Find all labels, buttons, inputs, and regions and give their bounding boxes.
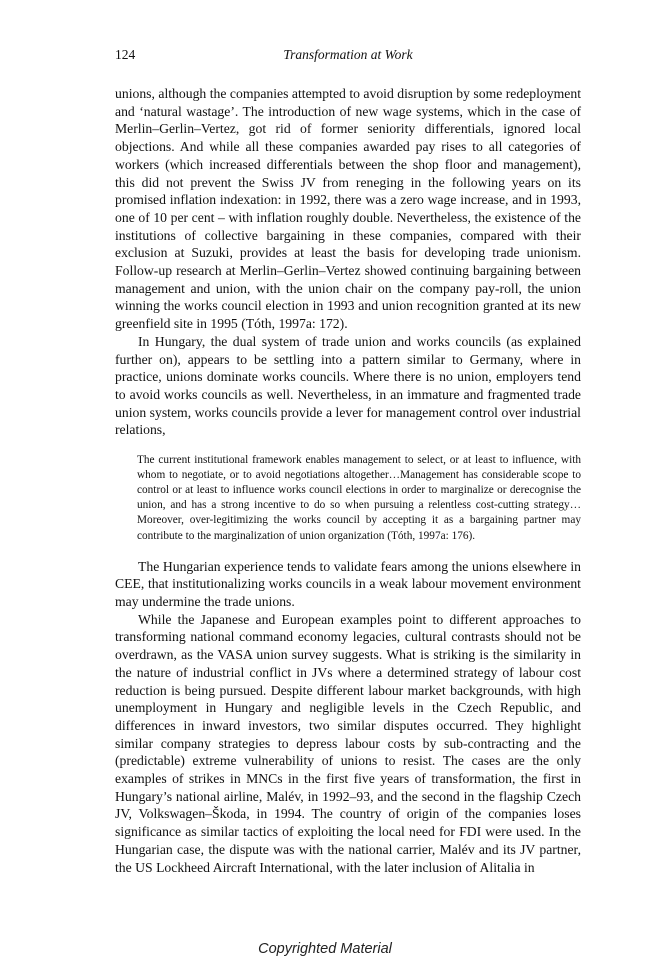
page-number: 124 <box>115 47 136 62</box>
running-title: Transformation at Work <box>283 47 413 62</box>
paragraph-hungarian-experience: The Hungarian experience tends to validate fears among the unions elsewhere in CEE, that institutionalizing works councils in a weak labour movement environment may undermine the trade unions. <box>115 558 581 610</box>
paragraph-continued: unions, although the companies attempted to avoid disruption by some redeployment and ‘natural wastage’. The introduction of new wage systems, which in the case of Merlin–Gerlin–Vertez, got rid of former seniority differentials, ignored local objections. And while all these companies awarded pay rises to all categories of workers (which increased differentials between the shop floor and management), this did not prevent the Swiss JV from reneging in the following years on its promised inflation indexation: in 1992, there was a zero wage increase, and in 1993, one of 10 per cent – with inflation roughly double. Nevertheless, the existence of the institutions of collective bargaining in these companies, compared with their exclusion at Suzuki, provides at least the basis for developing trade unionism. Follow-up research at Merlin–Gerlin–Vertez showed continuing bargaining between management and union, with the union chair on the company pay-roll, the union winning the works council election in 1993 and union recognition granted at its new greenfield site in 1995 (Tóth, 1997a: 172). <box>115 86 581 332</box>
block-quote: The current institutional framework enables management to select, or at least to influence, with whom to negotiate, or to avoid negotiations altogether…Management has considerable scope to control or at least to influence works council elections in order to marginalize or derecognise the union, and has a strong incentive to do so when pursuing a relentless cost-cutting strategy…Moreover, over-legitimizing the works council by accepting it as a bargaining partner may contribute to the marginalization of union organization (Tóth, 1997a: 176). <box>137 454 581 542</box>
copyright-footer: Copyrighted Material <box>258 941 392 957</box>
paragraph-hungary-dual-system: In Hungary, the dual system of trade union and works councils (as explained further on), appears to be settling into a pattern similar to Germany, where in practice, unions dominate works councils. Where there is no union, employers tend to avoid works councils as well. Nevertheless, in an immature and fragmented trade union system, works councils provide a lever for management control over industrial relations, <box>115 333 581 438</box>
paragraph-japanese-european: While the Japanese and European examples point to different approaches to transforming national command economy legacies, cultural contrasts should not be overdrawn, as the VASA union survey suggests. What is striking is the similarity in the nature of industrial conflict in JVs where a determined strategy of labour cost reduction is being pursued. Despite different labour market backgrounds, with high unemployment in Hungary and negligible levels in the Czech Republic, and differences in inward investors, two similar disputes occurred. They highlight similar company strategies to depress labour costs by sub-contracting and the (predictable) extreme vulnerability of unions to resist. The cases are the only examples of strikes in MNCs in the first five years of transformation, the first in Hungary’s national airline, Malév, in 1992–93, and the second in the flagship Czech JV, Volkswagen–Škoda, in 1994. The country of origin of the companies loses significance as similar tactics of exploiting the local need for FDI were used. In the Hungarian case, the dispute was with the national carrier, Malév and its JV partner, the US Lockheed Aircraft International, with the later inclusion of Alitalia in <box>115 611 581 875</box>
main-text <box>115 85 581 876</box>
